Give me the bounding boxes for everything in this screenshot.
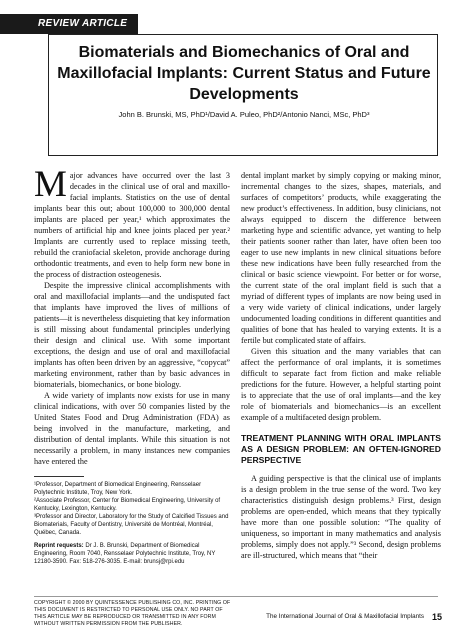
right-column [241,170,441,561]
paragraph-2: Despite the impressive clinical accomplishments with oral and maxillofacial implants—and the undisputed fact that implants have improved the lives of millions of patients—it is nevertheless disquieting that key information is still missing about fundamental principles underlying their design and clinical use. With some important exceptions, the design and use of oral and maxillofacial implants has often been driven by an aggressive, “copycat” marketing environment, rather than by basic advances in biomaterials, biomechanics, or bone biology. [34,281,230,389]
left-column [34,164,230,467]
footer-rule [34,596,438,597]
footnotes [34,481,230,566]
article-title: Biomaterials and Biomechanics of Oral and Maxillofacial Implants: Current Status and Future Developments [57,44,431,103]
right-paragraph-1: dental implant market by simply copying or making minor, incremental changes to the sizes, shapes, materials, and surfaces of competitors’ products, while exaggerating the new product’s effectiveness. In addition, busy clinicians, not always equipped to discern the difference between marketing hype and scientific advance, yet wanting to help their patients sooner rather than later, have often been too eager to use new implants in new clinical situations before these new indications have been fully researched from the clinical or basic science viewpoint. For better or for worse, the current state of the oral implant field is such that a myriad of different types of implants are now being used in a very wide variety of clinical indications, under largely undocumented loading conditions in different quantities and qualities of bone that has healed to varying extents. It is a fertile but complicated state of affairs. [241,171,441,345]
footnote-rule [34,476,84,477]
reprint-label: Reprint requests: [34,543,84,549]
author-line: John B. Brunski, MS, PhD¹/David A. Puleo, PhD²/Antonio Nanci, MSc, PhD³ [118,110,370,119]
right-paragraph-3: A guiding perspective is that the clinical use of implants is a design problem in the true sense of the word. Two key characteristics distinguish design problems.³ First, design problems are open-ended, which means that they typically have more than one possible solution: “The quality of uniqueness, so important in many mathematics and analysis problems, simply does not apply.”³ Second, design problems are ill-structured, which means that “their [241,474,441,560]
footnote-2: ²Associate Professor, Center for Biomedical Engineering, University of Kentucky, Lexington, Kentucky. [34,498,221,512]
paragraph-3: A wide variety of implants now exists for use in many clinical indications, with over 50 companies listed by the United States Food and Drug Administration (FDA) as being involved in the manufacture, marketing, and distribution of dental implants. While this situation is not necessarily a problem, in many instances new companies have entered the [34,391,230,466]
journal-name: The International Journal of Oral & Maxillofacial Implants [266,613,424,620]
page-number: 15 [431,612,442,622]
right-paragraph-2: Given this situation and the many variables that can affect the performance of oral implants, it is sometimes difficult to separate fact from fiction and make reliable predictions for the future. However, a helpful starting point is to appreciate that the use of oral implants—and the key role of biomaterials and biomechanics—is an excellent example of a multifaceted design problem. [241,347,441,422]
intro-paragraph: ajor advances have occurred over the last 3 decades in the clinical use of oral and maxillo-facial implants. Statistics on the use of dental implants bear this out; about 100,000 to 300,000 dental implants are placed per year,¹ which approximates the numbers of artificial hip and knee joints placed per year.² Implants are currently used to replace missing teeth, rebuild the craniofacial skeleton, provide anchorage during orthodontic treatments, and even to help form new bone in the process of distraction osteogenesis. [34,171,230,279]
reprint-text: Dr J. B. Brunski, Department of Biomedical Engineering, Room 7040, Rensselaer Polytechnic Institute, Troy, NY 12180-3590. Fax: 518-276-3035. E-mail: brunsj@rpi.edu [34,543,216,565]
copyright-notice: COPYRIGHT © 2000 BY QUINTESSENCE PUBLISHING CO, INC. PRINTING OF THIS DOCUMENT IS RESTRICTED TO PERSONAL USE ONLY. NO PART OF THIS ARTICLE MAY BE REPRODUCED OR TRANSMITTED IN ANY FORM WITHOUT WRITTEN PERMISSION FROM THE PUBLISHER. [34,600,231,627]
footnote-3: ³Professor and Director, Laboratory for the Study of Calcified Tissues and Biomaterials, Faculty of Dentistry, Université de Montréal, Montréal, Québec, Canada. [34,514,229,536]
reprint-requests [34,542,230,566]
footnote-1: ¹Professor, Department of Biomedical Engineering, Rensselaer Polytechnic Institute, Troy, New York. [34,482,202,496]
drop-cap: M [34,164,67,205]
section-tag: REVIEW ARTICLE [0,14,138,34]
section-heading: TREATMENT PLANNING WITH ORAL IMPLANTS AS A DESIGN PROBLEM: AN OFTEN-IGNORED PERSPECTIVE [241,433,441,465]
